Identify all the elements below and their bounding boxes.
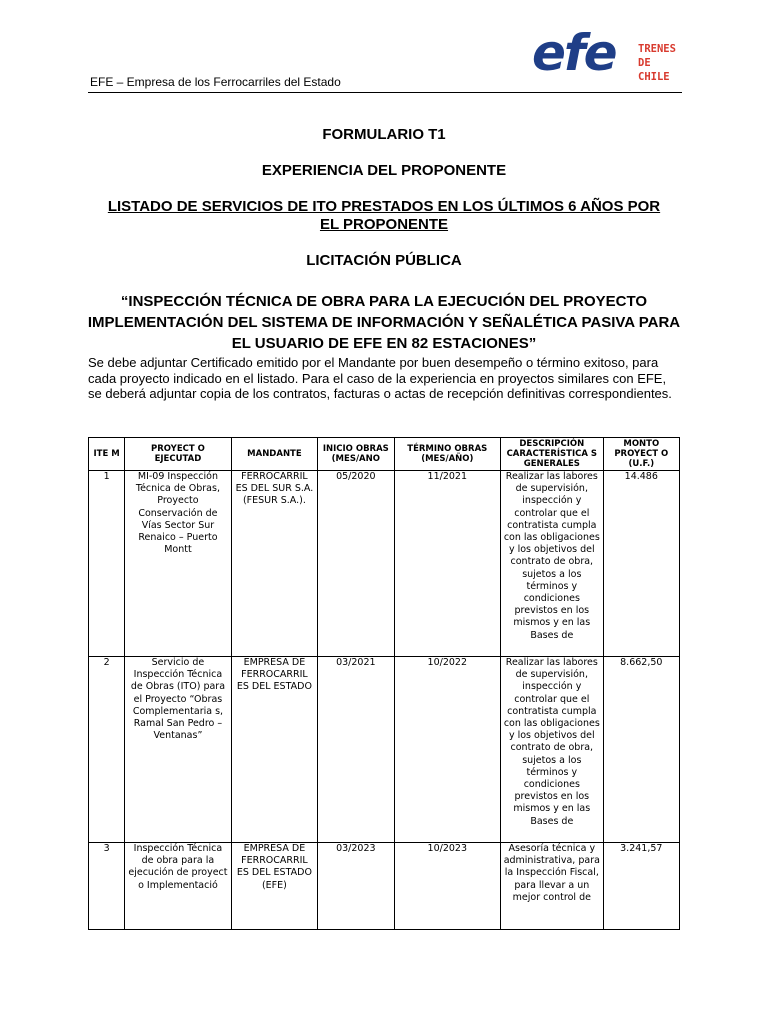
cell-start xyxy=(318,471,394,657)
cell-amount-text: 14.486 xyxy=(624,471,658,482)
cell-amount xyxy=(603,471,679,657)
intro-paragraph: Se debe adjuntar Certificado emitido por el Mandante por buen desempeño o término exitoso, para cada proyecto indicado en el listado. Para el caso de la experiencia en proyectos similares con EFE, se deberá adjuntar copia de los contratos, facturas o actas de recepción definitivas correspondientes. xyxy=(88,355,672,401)
cell-description-text: Asesoría técnica y administrativa, para la Inspección Fiscal, para llevar a un mejor control de xyxy=(503,843,600,903)
cell-project xyxy=(125,471,232,657)
cell-description xyxy=(501,471,604,657)
table-header-row xyxy=(89,438,680,471)
cell-amount-text: 3.241,57 xyxy=(620,843,663,854)
cell-project xyxy=(125,657,232,843)
listing-title-line2: EL PROPONENTE xyxy=(319,216,449,233)
cell-start xyxy=(318,657,394,843)
cell-amount xyxy=(603,843,679,930)
cell-description xyxy=(501,657,604,843)
header-end: TÉRMINO OBRAS (MES/AÑO) xyxy=(394,438,501,471)
cell-description-text: Realizar las labores de supervisión, inspección y controlar que el contratista cumpla con las obligaciones y los objetivos del contrato de obra, sujetos a los términos y condiciones previstos en los mismos y en las Bases de xyxy=(503,471,600,641)
listing-title xyxy=(0,198,768,234)
cell-end-text: 11/2021 xyxy=(427,471,468,482)
logo-wordmark: efe xyxy=(532,24,616,82)
table-row xyxy=(89,471,680,657)
listing-title-line1: LISTADO DE SERVICIOS DE ITO PRESTADOS EN LOS ÚLTIMOS 6 AÑOS POR xyxy=(107,198,661,215)
cell-end xyxy=(394,471,501,657)
cell-item-text: 1 xyxy=(103,471,110,482)
cell-item-text: 3 xyxy=(103,843,110,854)
cell-client-text: EMPRESA DE FERROCARRIL ES DEL ESTADO (EFE) xyxy=(236,843,312,891)
cell-client-text: FERROCARRIL ES DEL SUR S.A. (FESUR S.A.). xyxy=(235,471,314,507)
cell-end-text: 10/2022 xyxy=(427,657,468,668)
cell-start-text: 05/2020 xyxy=(336,471,376,482)
cell-start xyxy=(318,843,394,930)
header-amount: MONTO PROYECT O (U.F.) xyxy=(603,438,679,471)
cell-description-text: Realizar las labores de supervisión, inspección y controlar que el contratista cumpla con las obligaciones y los objetivos del contrato de obra, sujetos a los términos y condiciones previstos en los mismos y en las Bases de xyxy=(503,657,600,827)
cell-item xyxy=(89,657,125,843)
cell-start-text: 03/2021 xyxy=(336,657,376,668)
cell-client xyxy=(231,471,317,657)
logo-tagline-line1: TRENES xyxy=(638,43,676,55)
cell-end xyxy=(394,843,501,930)
cell-client-text: EMPRESA DE FERROCARRIL ES DEL ESTADO xyxy=(236,657,312,693)
section-title: EXPERIENCIA DEL PROPONENTE xyxy=(261,162,507,179)
cell-amount xyxy=(603,657,679,843)
tender-title: LICITACIÓN PÚBLICA xyxy=(306,252,462,269)
cell-description xyxy=(501,843,604,930)
cell-item-text: 2 xyxy=(103,657,110,668)
logo-tagline-line2: DE xyxy=(638,57,651,69)
cell-client xyxy=(231,843,317,930)
logo-tagline-line3: CHILE xyxy=(638,71,670,83)
header-description: DESCRIPCIÓN CARACTERÍSTICA S GENERALES xyxy=(501,438,604,471)
cell-amount-text: 8.662,50 xyxy=(620,657,663,668)
cell-item xyxy=(89,843,125,930)
form-title: FORMULARIO T1 xyxy=(322,126,446,143)
header-divider xyxy=(88,92,682,93)
cell-client xyxy=(231,657,317,843)
cell-project-text: Inspección Técnica de obra para la ejecución de proyect o Implementació xyxy=(128,843,228,891)
header-item: ITE M xyxy=(89,438,125,471)
header-start: INICIO OBRAS (MES/ANO xyxy=(318,438,394,471)
cell-project xyxy=(125,843,232,930)
cell-project-text: Servicio de Inspección Técnica de Obras (ITO) para el Proyecto “Obras Complementaria s, Ramal San Pedro – Ventanas” xyxy=(130,657,226,742)
project-title: “INSPECCIÓN TÉCNICA DE OBRA PARA LA EJECUCIÓN DEL PROYECTO IMPLEMENTACIÓN DEL SISTEMA DE INFORMACIÓN Y SEÑALÉTICA PASIVA PARA EL USUARIO DE EFE EN 82 ESTACIONES” xyxy=(87,293,681,352)
cell-start-text: 03/2023 xyxy=(336,843,376,854)
table-row xyxy=(89,657,680,843)
logo-tagline xyxy=(638,42,676,84)
services-table xyxy=(88,437,680,930)
header-client: MANDANTE xyxy=(231,438,317,471)
cell-item xyxy=(89,471,125,657)
cell-end xyxy=(394,657,501,843)
table-row xyxy=(89,843,680,930)
header-project: PROYECT O EJECUTAD xyxy=(125,438,232,471)
cell-project-text: MI-09 Inspección Técnica de Obras, Proyecto Conservación de Vías Sector Sur Renaico – Puerto Montt xyxy=(135,471,220,556)
page-header-company: EFE – Empresa de los Ferrocarriles del Estado xyxy=(90,75,341,89)
cell-end-text: 10/2023 xyxy=(427,843,468,854)
